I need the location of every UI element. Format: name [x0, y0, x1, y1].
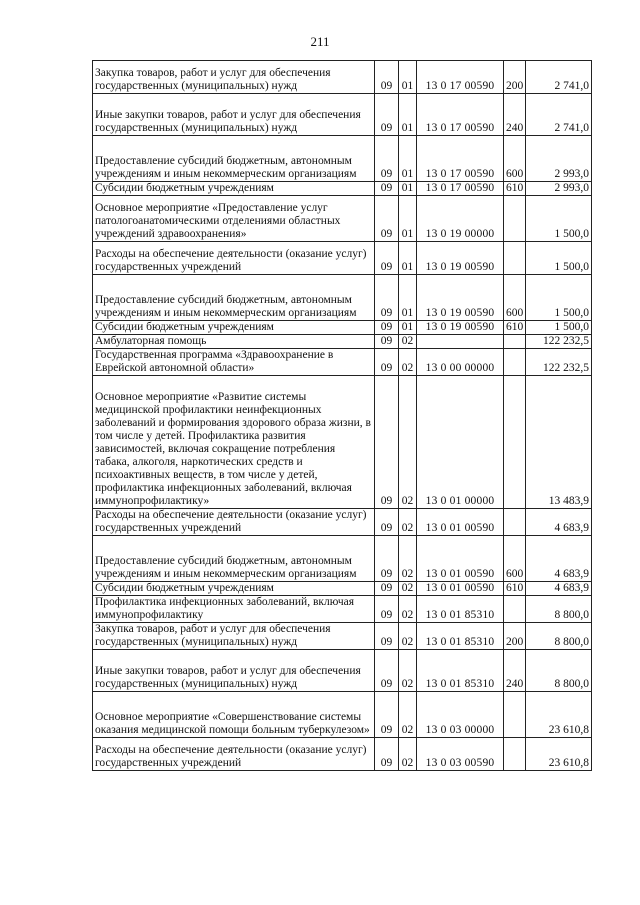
row-name: Основное мероприятие «Развитие системы медицинской профилактики неинфекционных заболеваний и формирования здорового образа жизни, в том числе у детей. Профилактика развития зависимостей, включая сокращение потребления табака, алкоголя, наркотических средств и психоактивных веществ, в том числе у детей, профилактика инфекционных заболеваний, включая иммунопрофилактику» [93, 376, 375, 509]
row-subsection-code: 01 [399, 196, 417, 242]
row-amount: 122 232,5 [526, 335, 592, 349]
table-row [93, 136, 592, 182]
row-target-article: 13 0 01 85310 [417, 650, 504, 692]
row-subsection-code: 02 [399, 582, 417, 596]
row-expense-type: 610 [504, 582, 526, 596]
row-section-code: 09 [375, 349, 399, 376]
row-expense-type: 200 [504, 623, 526, 650]
row-target-article: 13 0 03 00590 [417, 738, 504, 771]
row-section-code: 09 [375, 196, 399, 242]
row-expense-type: 200 [504, 61, 526, 94]
row-subsection-code: 01 [399, 94, 417, 136]
table-row [93, 738, 592, 771]
row-name: Предоставление субсидий бюджетным, автономным учреждениям и иным некоммерческим организациям [93, 275, 375, 321]
row-subsection-code: 02 [399, 738, 417, 771]
row-name: Расходы на обеспечение деятельности (оказание услуг) государственных учреждений [93, 509, 375, 536]
table-row [93, 536, 592, 582]
budget-table [92, 60, 592, 771]
row-expense-type: 240 [504, 650, 526, 692]
row-name: Основное мероприятие «Совершенствование системы оказания медицинской помощи больным туберкулезом» [93, 692, 375, 738]
row-name: Основное мероприятие «Предоставление услуг патологоанатомическими отделениями областных учреждений здравоохранения» [93, 196, 375, 242]
row-subsection-code: 02 [399, 536, 417, 582]
row-subsection-code: 02 [399, 335, 417, 349]
row-amount: 2 741,0 [526, 61, 592, 94]
row-amount: 4 683,9 [526, 536, 592, 582]
row-amount: 8 800,0 [526, 650, 592, 692]
row-expense-type [504, 596, 526, 623]
row-target-article: 13 0 19 00590 [417, 321, 504, 335]
row-target-article: 13 0 01 85310 [417, 596, 504, 623]
row-name: Расходы на обеспечение деятельности (оказание услуг) государственных учреждений [93, 242, 375, 275]
row-expense-type: 600 [504, 536, 526, 582]
table-row [93, 94, 592, 136]
row-amount: 4 683,9 [526, 582, 592, 596]
row-name: Субсидии бюджетным учреждениям [93, 321, 375, 335]
page-number: 211 [310, 34, 330, 49]
row-subsection-code: 02 [399, 650, 417, 692]
row-amount: 2 741,0 [526, 94, 592, 136]
row-target-article: 13 0 17 00590 [417, 61, 504, 94]
row-section-code: 09 [375, 738, 399, 771]
row-target-article: 13 0 19 00000 [417, 196, 504, 242]
row-name: Закупка товаров, работ и услуг для обеспечения государственных (муниципальных) нужд [93, 623, 375, 650]
row-subsection-code: 02 [399, 623, 417, 650]
row-amount: 23 610,8 [526, 738, 592, 771]
row-target-article: 13 0 00 00000 [417, 349, 504, 376]
row-section-code: 09 [375, 623, 399, 650]
row-amount: 8 800,0 [526, 596, 592, 623]
row-expense-type [504, 692, 526, 738]
row-section-code: 09 [375, 335, 399, 349]
row-target-article: 13 0 17 00590 [417, 94, 504, 136]
row-name: Государственная программа «Здравоохранение в Еврейской автономной области» [93, 349, 375, 376]
row-expense-type: 600 [504, 275, 526, 321]
row-target-article: 13 0 17 00590 [417, 182, 504, 196]
table-row [93, 376, 592, 509]
row-subsection-code: 02 [399, 509, 417, 536]
row-target-article: 13 0 01 00590 [417, 536, 504, 582]
row-section-code: 09 [375, 650, 399, 692]
table-row [93, 182, 592, 196]
row-expense-type [504, 509, 526, 536]
row-expense-type: 610 [504, 182, 526, 196]
row-section-code: 09 [375, 536, 399, 582]
row-subsection-code: 01 [399, 136, 417, 182]
row-target-article: 13 0 19 00590 [417, 242, 504, 275]
row-target-article: 13 0 19 00590 [417, 275, 504, 321]
table-row [93, 596, 592, 623]
row-target-article: 13 0 01 00000 [417, 376, 504, 509]
row-subsection-code: 01 [399, 321, 417, 335]
row-expense-type [504, 196, 526, 242]
row-section-code: 09 [375, 376, 399, 509]
budget-table-body [93, 61, 592, 771]
row-expense-type: 240 [504, 94, 526, 136]
table-row [93, 61, 592, 94]
row-section-code: 09 [375, 61, 399, 94]
row-amount: 1 500,0 [526, 242, 592, 275]
row-name: Субсидии бюджетным учреждениям [93, 582, 375, 596]
table-row [93, 335, 592, 349]
table-row [93, 242, 592, 275]
row-amount: 2 993,0 [526, 182, 592, 196]
row-subsection-code: 01 [399, 275, 417, 321]
row-amount: 122 232,5 [526, 349, 592, 376]
row-amount: 1 500,0 [526, 321, 592, 335]
row-name: Иные закупки товаров, работ и услуг для обеспечения государственных (муниципальных) нужд [93, 94, 375, 136]
row-name: Профилактика инфекционных заболеваний, включая иммунопрофилактику [93, 596, 375, 623]
row-amount: 8 800,0 [526, 623, 592, 650]
row-subsection-code: 01 [399, 61, 417, 94]
row-name: Предоставление субсидий бюджетным, автономным учреждениям и иным некоммерческим организациям [93, 136, 375, 182]
row-section-code: 09 [375, 136, 399, 182]
table-row [93, 509, 592, 536]
row-subsection-code: 01 [399, 242, 417, 275]
row-section-code: 09 [375, 509, 399, 536]
row-expense-type [504, 738, 526, 771]
table-row [93, 650, 592, 692]
row-amount: 13 483,9 [526, 376, 592, 509]
row-expense-type [504, 242, 526, 275]
row-name: Иные закупки товаров, работ и услуг для обеспечения государственных (муниципальных) нужд [93, 650, 375, 692]
table-row [93, 623, 592, 650]
row-subsection-code: 02 [399, 596, 417, 623]
row-amount: 1 500,0 [526, 196, 592, 242]
table-row [93, 196, 592, 242]
row-amount: 1 500,0 [526, 275, 592, 321]
row-name: Расходы на обеспечение деятельности (оказание услуг) государственных учреждений [93, 738, 375, 771]
row-subsection-code: 02 [399, 349, 417, 376]
table-row [93, 692, 592, 738]
row-target-article: 13 0 01 00590 [417, 509, 504, 536]
table-row [93, 349, 592, 376]
row-target-article: 13 0 01 85310 [417, 623, 504, 650]
row-section-code: 09 [375, 582, 399, 596]
row-section-code: 09 [375, 242, 399, 275]
row-amount: 4 683,9 [526, 509, 592, 536]
row-target-article: 13 0 17 00590 [417, 136, 504, 182]
row-name: Закупка товаров, работ и услуг для обеспечения государственных (муниципальных) нужд [93, 61, 375, 94]
row-name: Амбулаторная помощь [93, 335, 375, 349]
row-expense-type [504, 376, 526, 509]
row-name: Предоставление субсидий бюджетным, автономным учреждениям и иным некоммерческим организациям [93, 536, 375, 582]
row-target-article: 13 0 01 00590 [417, 582, 504, 596]
row-subsection-code: 02 [399, 376, 417, 509]
row-expense-type: 600 [504, 136, 526, 182]
row-amount: 2 993,0 [526, 136, 592, 182]
row-section-code: 09 [375, 275, 399, 321]
row-section-code: 09 [375, 94, 399, 136]
row-amount: 23 610,8 [526, 692, 592, 738]
row-expense-type: 610 [504, 321, 526, 335]
row-subsection-code: 01 [399, 182, 417, 196]
row-section-code: 09 [375, 321, 399, 335]
table-row [93, 275, 592, 321]
table-row [93, 582, 592, 596]
row-target-article: 13 0 03 00000 [417, 692, 504, 738]
row-subsection-code: 02 [399, 692, 417, 738]
row-target-article [417, 335, 504, 349]
row-expense-type [504, 335, 526, 349]
row-section-code: 09 [375, 182, 399, 196]
row-section-code: 09 [375, 692, 399, 738]
row-name: Субсидии бюджетным учреждениям [93, 182, 375, 196]
table-row [93, 321, 592, 335]
row-expense-type [504, 349, 526, 376]
row-section-code: 09 [375, 596, 399, 623]
